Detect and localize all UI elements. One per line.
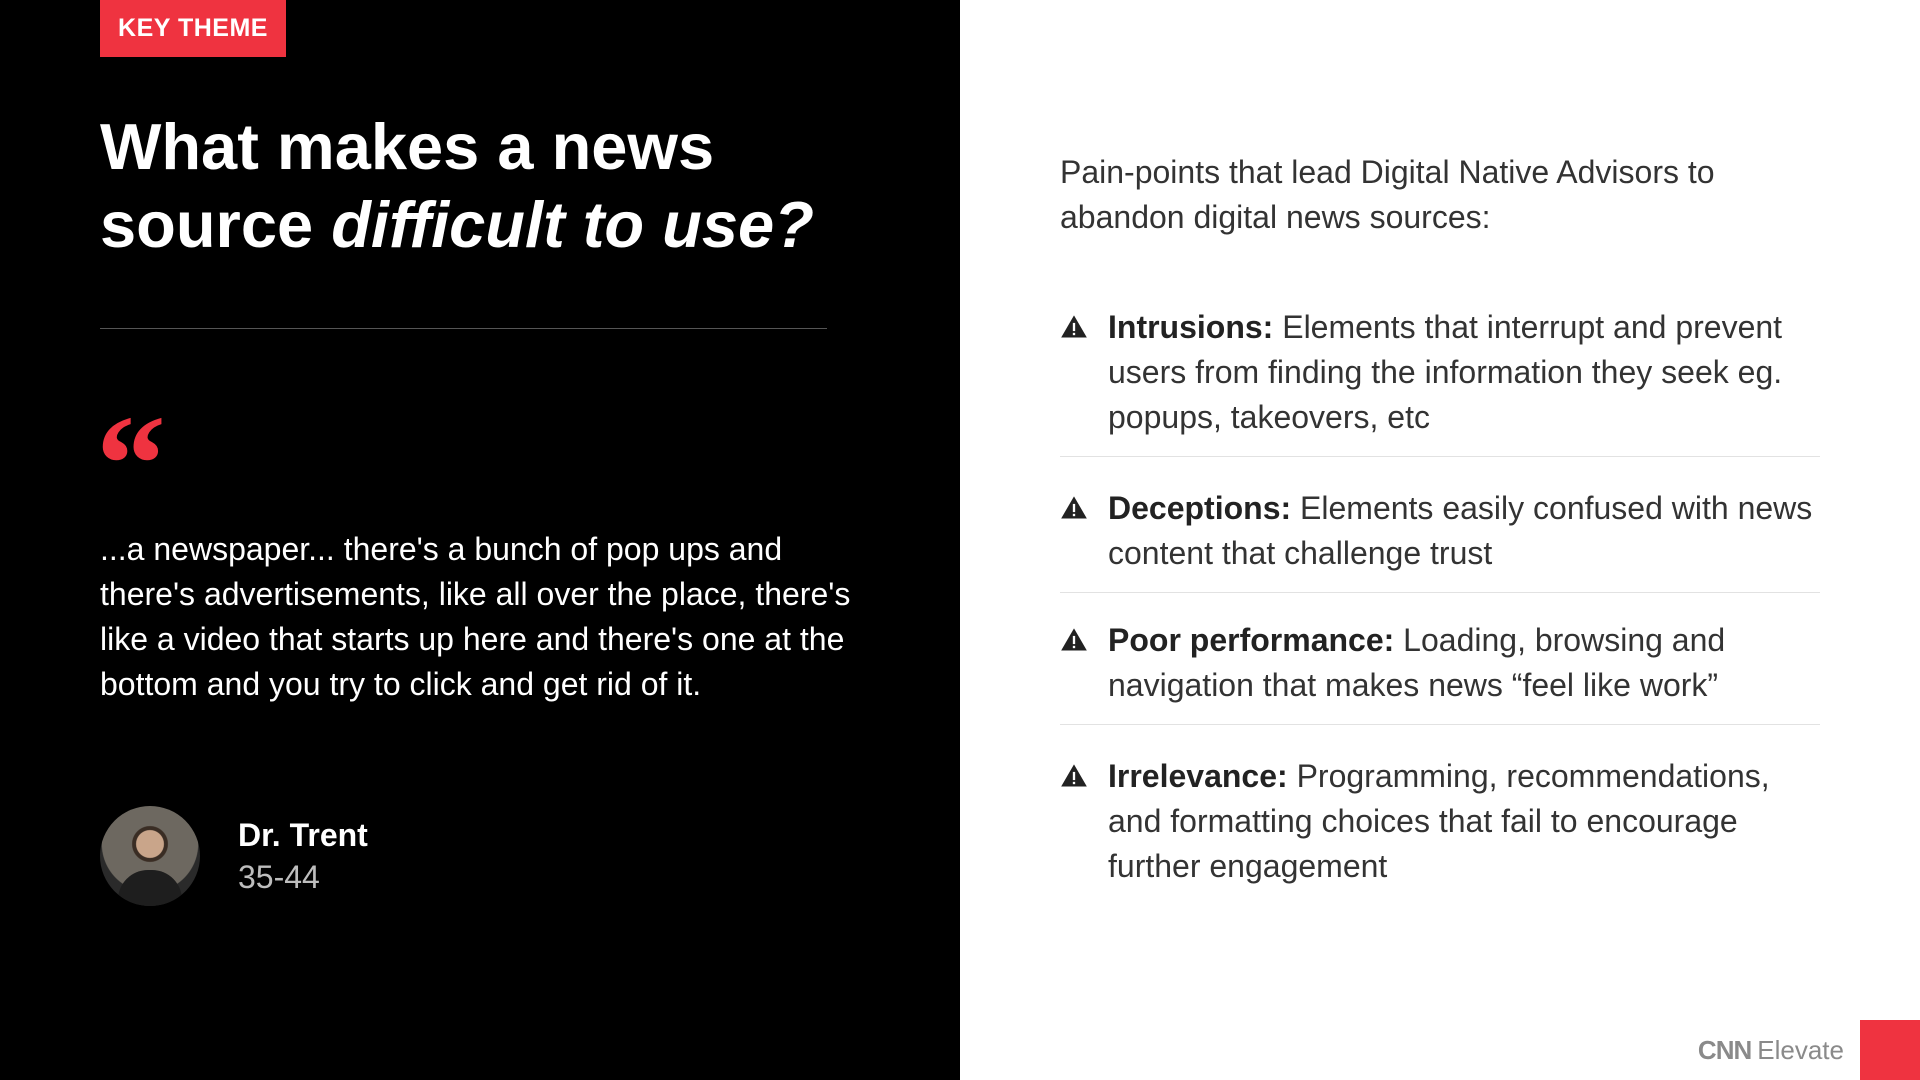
warning-icon (1060, 313, 1088, 341)
quote-text: ...a newspaper... there's a bunch of pop ups and there's advertisements, like all over the place, there's like a video that starts up here and there's one at the bottom and you try to click and get rid of it. (100, 531, 851, 702)
separator (1060, 456, 1820, 457)
pain-point-text (1108, 618, 1820, 708)
warning-icon (1060, 762, 1088, 790)
pain-point-poor-performance (1060, 618, 1820, 708)
divider (100, 328, 827, 329)
intro-text: Pain-points that lead Digital Native Advisors to abandon digital news sources: (1060, 154, 1715, 235)
cnn-elevate-logo (1698, 1034, 1844, 1066)
avatar (100, 806, 200, 906)
separator (1060, 724, 1820, 725)
pain-point-title: Poor performance: (1108, 622, 1395, 658)
person-age: 35-44 (238, 859, 320, 895)
person-name: Dr. Trent (238, 817, 368, 853)
avatar-body (118, 870, 182, 906)
pain-point-text (1108, 486, 1820, 576)
warning-icon (1060, 494, 1088, 522)
headline (100, 108, 860, 264)
key-theme-badge: KEY THEME (100, 0, 286, 57)
pain-point-description: Programming, recommendations, and formatting choices that fail to encourage further engagement (1108, 758, 1770, 884)
pain-point-title: Intrusions: (1108, 309, 1274, 345)
pain-point-title: Deceptions: (1108, 490, 1292, 526)
cnn-logo: CNN (1697, 1035, 1752, 1065)
separator (1060, 592, 1820, 593)
quote-mark-icon: “ (96, 387, 166, 542)
warning-icon (1060, 626, 1088, 654)
pain-point-description: Elements that interrupt and prevent users from finding the information they seek eg. popups, takeovers, etc (1108, 309, 1783, 435)
headline-emphasis: difficult to use? (331, 188, 814, 261)
headline-plain: What makes a news source (100, 110, 715, 261)
pain-point-text (1108, 305, 1820, 440)
pain-point-description: Elements easily confused with news content that challenge trust (1108, 490, 1813, 571)
pain-point-irrelevance (1060, 754, 1820, 889)
pain-point-deceptions (1060, 486, 1820, 576)
pain-point-title: Irrelevance: (1108, 758, 1288, 794)
pain-point-intrusions (1060, 305, 1820, 440)
corner-accent (1860, 1020, 1920, 1080)
pain-point-text (1108, 754, 1820, 889)
brand-name: Elevate (1757, 1035, 1844, 1065)
pain-point-description: Loading, browsing and navigation that makes news “feel like work” (1108, 622, 1726, 703)
